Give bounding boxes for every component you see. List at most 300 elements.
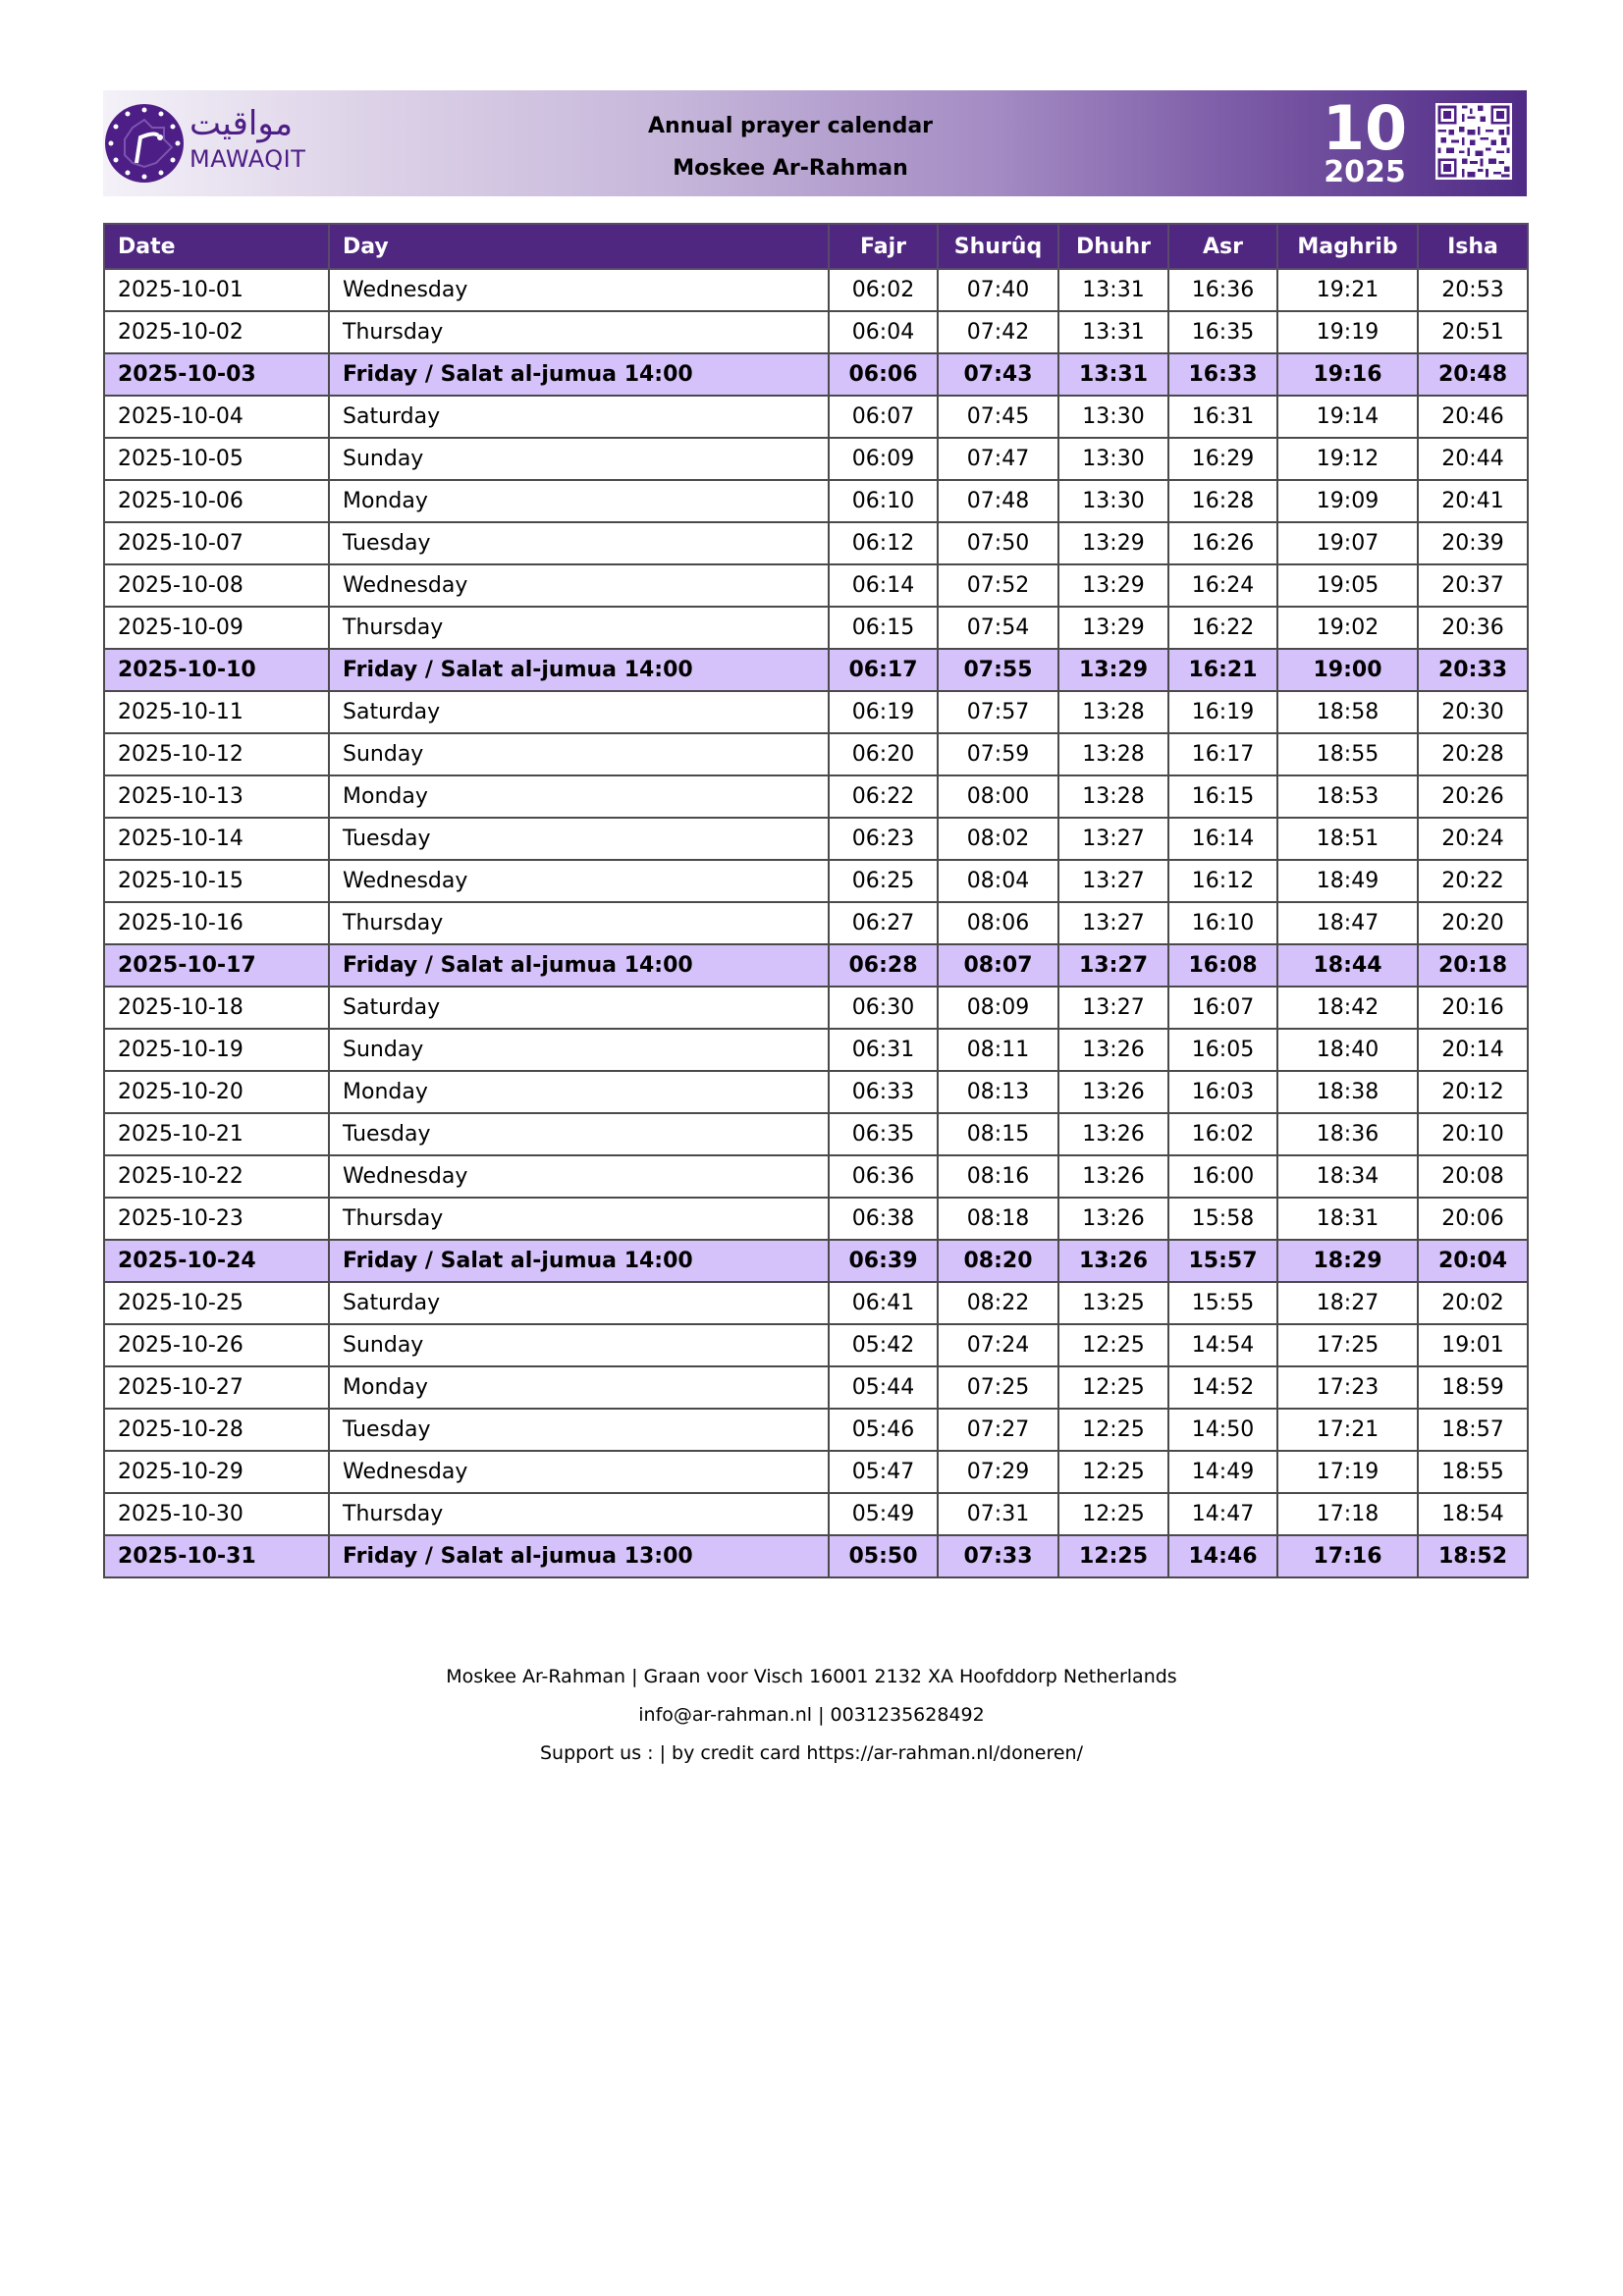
cell-asr: 16:36	[1168, 269, 1277, 311]
cell-date: 2025-10-31	[104, 1535, 329, 1577]
cell-shuruq: 08:11	[938, 1029, 1058, 1071]
cell-maghrib: 18:51	[1277, 818, 1418, 860]
month-number: 10	[1322, 92, 1408, 164]
cell-isha: 20:08	[1418, 1155, 1528, 1198]
cell-day: Monday	[329, 480, 829, 522]
column-header-fajr: Fajr	[829, 224, 938, 269]
cell-day: Friday / Salat al-jumua 14:00	[329, 944, 829, 987]
cell-dhuhr: 12:25	[1058, 1324, 1168, 1366]
cell-shuruq: 07:59	[938, 733, 1058, 775]
table-row	[104, 269, 1528, 311]
cell-maghrib: 19:21	[1277, 269, 1418, 311]
cell-date: 2025-10-05	[104, 438, 329, 480]
cell-fajr: 06:02	[829, 269, 938, 311]
cell-dhuhr: 12:25	[1058, 1451, 1168, 1493]
cell-date: 2025-10-24	[104, 1240, 329, 1282]
cell-date: 2025-10-07	[104, 522, 329, 564]
cell-maghrib: 19:05	[1277, 564, 1418, 607]
table-row-friday	[104, 944, 1528, 987]
cell-isha: 20:53	[1418, 269, 1528, 311]
cell-dhuhr: 13:30	[1058, 438, 1168, 480]
cell-day: Friday / Salat al-jumua 13:00	[329, 1535, 829, 1577]
cell-day: Wednesday	[329, 564, 829, 607]
cell-fajr: 05:49	[829, 1493, 938, 1535]
cell-dhuhr: 13:28	[1058, 733, 1168, 775]
cell-fajr: 05:42	[829, 1324, 938, 1366]
cell-dhuhr: 13:26	[1058, 1198, 1168, 1240]
cell-maghrib: 18:40	[1277, 1029, 1418, 1071]
cell-asr: 16:22	[1168, 607, 1277, 649]
cell-day: Saturday	[329, 691, 829, 733]
cell-isha: 18:57	[1418, 1409, 1528, 1451]
cell-shuruq: 08:22	[938, 1282, 1058, 1324]
cell-maghrib: 19:02	[1277, 607, 1418, 649]
cell-isha: 18:54	[1418, 1493, 1528, 1535]
logo-arabic-text: مواقيت	[189, 104, 294, 143]
cell-day: Wednesday	[329, 1451, 829, 1493]
cell-asr: 14:52	[1168, 1366, 1277, 1409]
table-row	[104, 691, 1528, 733]
cell-fajr: 06:10	[829, 480, 938, 522]
cell-asr: 16:07	[1168, 987, 1277, 1029]
cell-fajr: 06:07	[829, 396, 938, 438]
cell-asr: 14:46	[1168, 1535, 1277, 1577]
cell-maghrib: 17:19	[1277, 1451, 1418, 1493]
cell-day: Tuesday	[329, 522, 829, 564]
cell-date: 2025-10-10	[104, 649, 329, 691]
cell-fajr: 06:15	[829, 607, 938, 649]
cell-isha: 18:55	[1418, 1451, 1528, 1493]
cell-shuruq: 07:55	[938, 649, 1058, 691]
column-header-date: Date	[104, 224, 329, 269]
cell-date: 2025-10-02	[104, 311, 329, 353]
cell-day: Tuesday	[329, 818, 829, 860]
cell-day: Saturday	[329, 987, 829, 1029]
cell-day: Wednesday	[329, 269, 829, 311]
cell-dhuhr: 13:27	[1058, 860, 1168, 902]
table-row	[104, 1155, 1528, 1198]
cell-isha: 20:39	[1418, 522, 1528, 564]
cell-day: Sunday	[329, 438, 829, 480]
table-row	[104, 1493, 1528, 1535]
cell-isha: 18:52	[1418, 1535, 1528, 1577]
table-row	[104, 396, 1528, 438]
cell-shuruq: 07:40	[938, 269, 1058, 311]
cell-asr: 14:47	[1168, 1493, 1277, 1535]
column-header-maghrib: Maghrib	[1277, 224, 1418, 269]
cell-isha: 19:01	[1418, 1324, 1528, 1366]
cell-maghrib: 18:38	[1277, 1071, 1418, 1113]
table-row	[104, 1366, 1528, 1409]
cell-day: Friday / Salat al-jumua 14:00	[329, 649, 829, 691]
cell-shuruq: 07:42	[938, 311, 1058, 353]
cell-shuruq: 08:09	[938, 987, 1058, 1029]
cell-isha: 20:16	[1418, 987, 1528, 1029]
cell-dhuhr: 13:28	[1058, 775, 1168, 818]
cell-fajr: 06:36	[829, 1155, 938, 1198]
cell-date: 2025-10-11	[104, 691, 329, 733]
table-row-friday	[104, 649, 1528, 691]
cell-isha: 20:12	[1418, 1071, 1528, 1113]
cell-maghrib: 19:07	[1277, 522, 1418, 564]
footer-address: Moskee Ar-Rahman | Graan voor Visch 16001 2132 XA Hoofddorp Netherlands	[446, 1666, 1177, 1687]
cell-day: Monday	[329, 1366, 829, 1409]
cell-dhuhr: 13:25	[1058, 1282, 1168, 1324]
qr-code-icon	[1435, 103, 1512, 180]
cell-maghrib: 18:49	[1277, 860, 1418, 902]
cell-dhuhr: 13:30	[1058, 396, 1168, 438]
cell-fajr: 05:46	[829, 1409, 938, 1451]
cell-date: 2025-10-14	[104, 818, 329, 860]
table-row	[104, 1282, 1528, 1324]
cell-date: 2025-10-20	[104, 1071, 329, 1113]
cell-date: 2025-10-01	[104, 269, 329, 311]
cell-fajr: 06:38	[829, 1198, 938, 1240]
table-header-row	[104, 224, 1528, 269]
cell-shuruq: 07:27	[938, 1409, 1058, 1451]
cell-day: Monday	[329, 1071, 829, 1113]
cell-day: Sunday	[329, 1029, 829, 1071]
cell-asr: 14:50	[1168, 1409, 1277, 1451]
cell-day: Friday / Salat al-jumua 14:00	[329, 353, 829, 396]
cell-day: Tuesday	[329, 1113, 829, 1155]
cell-fajr: 06:25	[829, 860, 938, 902]
cell-isha: 20:22	[1418, 860, 1528, 902]
cell-maghrib: 18:34	[1277, 1155, 1418, 1198]
cell-dhuhr: 13:27	[1058, 902, 1168, 944]
cell-date: 2025-10-09	[104, 607, 329, 649]
cell-day: Thursday	[329, 1198, 829, 1240]
cell-fajr: 05:47	[829, 1451, 938, 1493]
cell-shuruq: 07:47	[938, 438, 1058, 480]
cell-day: Friday / Salat al-jumua 14:00	[329, 1240, 829, 1282]
cell-isha: 20:18	[1418, 944, 1528, 987]
prayer-times-table	[103, 223, 1529, 1578]
cell-day: Wednesday	[329, 1155, 829, 1198]
cell-date: 2025-10-04	[104, 396, 329, 438]
cell-asr: 16:05	[1168, 1029, 1277, 1071]
cell-isha: 20:26	[1418, 775, 1528, 818]
cell-dhuhr: 12:25	[1058, 1535, 1168, 1577]
cell-isha: 20:02	[1418, 1282, 1528, 1324]
table-body	[104, 269, 1528, 1577]
calendar-header	[103, 90, 1527, 196]
cell-isha: 18:59	[1418, 1366, 1528, 1409]
cell-dhuhr: 12:25	[1058, 1493, 1168, 1535]
cell-day: Saturday	[329, 1282, 829, 1324]
cell-maghrib: 17:25	[1277, 1324, 1418, 1366]
cell-asr: 16:21	[1168, 649, 1277, 691]
cell-shuruq: 08:16	[938, 1155, 1058, 1198]
cell-maghrib: 18:42	[1277, 987, 1418, 1029]
cell-dhuhr: 13:31	[1058, 353, 1168, 396]
cell-shuruq: 07:29	[938, 1451, 1058, 1493]
cell-shuruq: 07:43	[938, 353, 1058, 396]
cell-asr: 16:19	[1168, 691, 1277, 733]
cell-asr: 16:14	[1168, 818, 1277, 860]
cell-shuruq: 08:04	[938, 860, 1058, 902]
cell-date: 2025-10-12	[104, 733, 329, 775]
cell-maghrib: 19:12	[1277, 438, 1418, 480]
cell-shuruq: 08:18	[938, 1198, 1058, 1240]
cell-asr: 16:02	[1168, 1113, 1277, 1155]
cell-isha: 20:06	[1418, 1198, 1528, 1240]
cell-date: 2025-10-30	[104, 1493, 329, 1535]
cell-shuruq: 08:02	[938, 818, 1058, 860]
cell-maghrib: 18:58	[1277, 691, 1418, 733]
cell-shuruq: 07:25	[938, 1366, 1058, 1409]
cell-isha: 20:44	[1418, 438, 1528, 480]
cell-isha: 20:41	[1418, 480, 1528, 522]
cell-dhuhr: 13:31	[1058, 311, 1168, 353]
table-row-friday	[104, 353, 1528, 396]
year-number: 2025	[1324, 155, 1406, 189]
cell-asr: 16:33	[1168, 353, 1277, 396]
cell-shuruq: 07:31	[938, 1493, 1058, 1535]
cell-dhuhr: 12:25	[1058, 1409, 1168, 1451]
cell-isha: 20:51	[1418, 311, 1528, 353]
cell-isha: 20:20	[1418, 902, 1528, 944]
cell-dhuhr: 13:31	[1058, 269, 1168, 311]
cell-day: Monday	[329, 775, 829, 818]
table-row	[104, 1324, 1528, 1366]
cell-fajr: 06:22	[829, 775, 938, 818]
cell-shuruq: 07:57	[938, 691, 1058, 733]
cell-asr: 16:08	[1168, 944, 1277, 987]
table-row	[104, 902, 1528, 944]
cell-asr: 16:29	[1168, 438, 1277, 480]
cell-date: 2025-10-28	[104, 1409, 329, 1451]
table-row	[104, 775, 1528, 818]
cell-fajr: 06:23	[829, 818, 938, 860]
cell-date: 2025-10-03	[104, 353, 329, 396]
cell-dhuhr: 13:26	[1058, 1071, 1168, 1113]
cell-dhuhr: 13:29	[1058, 522, 1168, 564]
cell-dhuhr: 13:30	[1058, 480, 1168, 522]
cell-asr: 15:57	[1168, 1240, 1277, 1282]
cell-day: Saturday	[329, 396, 829, 438]
cell-date: 2025-10-16	[104, 902, 329, 944]
table-row	[104, 733, 1528, 775]
cell-dhuhr: 12:25	[1058, 1366, 1168, 1409]
cell-maghrib: 17:21	[1277, 1409, 1418, 1451]
cell-maghrib: 19:14	[1277, 396, 1418, 438]
table-row	[104, 564, 1528, 607]
cell-dhuhr: 13:29	[1058, 564, 1168, 607]
cell-asr: 15:55	[1168, 1282, 1277, 1324]
cell-shuruq: 08:20	[938, 1240, 1058, 1282]
cell-dhuhr: 13:29	[1058, 607, 1168, 649]
cell-fajr: 06:19	[829, 691, 938, 733]
cell-fajr: 06:27	[829, 902, 938, 944]
cell-asr: 16:10	[1168, 902, 1277, 944]
cell-maghrib: 18:27	[1277, 1282, 1418, 1324]
cell-date: 2025-10-29	[104, 1451, 329, 1493]
cell-isha: 20:33	[1418, 649, 1528, 691]
cell-asr: 16:12	[1168, 860, 1277, 902]
table-row	[104, 1451, 1528, 1493]
logo-latin-text: MAWAQIT	[189, 145, 306, 173]
cell-date: 2025-10-23	[104, 1198, 329, 1240]
cell-isha: 20:14	[1418, 1029, 1528, 1071]
cell-isha: 20:28	[1418, 733, 1528, 775]
column-header-day: Day	[329, 224, 829, 269]
cell-date: 2025-10-26	[104, 1324, 329, 1366]
cell-shuruq: 08:06	[938, 902, 1058, 944]
cell-maghrib: 18:47	[1277, 902, 1418, 944]
cell-shuruq: 08:00	[938, 775, 1058, 818]
cell-shuruq: 08:13	[938, 1071, 1058, 1113]
mosque-name: Moskee Ar-Rahman	[673, 156, 908, 181]
cell-day: Thursday	[329, 902, 829, 944]
column-header-shuruq: Shurûq	[938, 224, 1058, 269]
table-row	[104, 607, 1528, 649]
cell-asr: 16:28	[1168, 480, 1277, 522]
cell-date: 2025-10-21	[104, 1113, 329, 1155]
cell-dhuhr: 13:27	[1058, 818, 1168, 860]
cell-maghrib: 18:36	[1277, 1113, 1418, 1155]
cell-fajr: 06:33	[829, 1071, 938, 1113]
table-row	[104, 1071, 1528, 1113]
cell-fajr: 06:30	[829, 987, 938, 1029]
cell-fajr: 06:28	[829, 944, 938, 987]
cell-day: Tuesday	[329, 1409, 829, 1451]
cell-asr: 16:26	[1168, 522, 1277, 564]
cell-asr: 16:24	[1168, 564, 1277, 607]
footer-contact: info@ar-rahman.nl | 0031235628492	[638, 1704, 985, 1726]
cell-isha: 20:30	[1418, 691, 1528, 733]
cell-isha: 20:36	[1418, 607, 1528, 649]
table-row	[104, 1113, 1528, 1155]
table-row	[104, 987, 1528, 1029]
cell-date: 2025-10-18	[104, 987, 329, 1029]
cell-isha: 20:04	[1418, 1240, 1528, 1282]
cell-date: 2025-10-22	[104, 1155, 329, 1198]
cell-maghrib: 19:16	[1277, 353, 1418, 396]
cell-shuruq: 07:48	[938, 480, 1058, 522]
table-row	[104, 1198, 1528, 1240]
cell-dhuhr: 13:28	[1058, 691, 1168, 733]
cell-day: Thursday	[329, 607, 829, 649]
cell-isha: 20:10	[1418, 1113, 1528, 1155]
column-header-dhuhr: Dhuhr	[1058, 224, 1168, 269]
cell-asr: 16:00	[1168, 1155, 1277, 1198]
table-row	[104, 1409, 1528, 1451]
cell-day: Sunday	[329, 1324, 829, 1366]
cell-asr: 14:49	[1168, 1451, 1277, 1493]
cell-shuruq: 08:07	[938, 944, 1058, 987]
cell-fajr: 06:17	[829, 649, 938, 691]
column-header-asr: Asr	[1168, 224, 1277, 269]
cell-asr: 16:15	[1168, 775, 1277, 818]
cell-fajr: 05:50	[829, 1535, 938, 1577]
cell-fajr: 05:44	[829, 1366, 938, 1409]
cell-date: 2025-10-15	[104, 860, 329, 902]
cell-asr: 14:54	[1168, 1324, 1277, 1366]
cell-fajr: 06:31	[829, 1029, 938, 1071]
cell-maghrib: 18:44	[1277, 944, 1418, 987]
cell-dhuhr: 13:29	[1058, 649, 1168, 691]
cell-maghrib: 19:19	[1277, 311, 1418, 353]
cell-dhuhr: 13:26	[1058, 1240, 1168, 1282]
cell-shuruq: 07:24	[938, 1324, 1058, 1366]
cell-isha: 20:24	[1418, 818, 1528, 860]
cell-asr: 16:03	[1168, 1071, 1277, 1113]
cell-isha: 20:37	[1418, 564, 1528, 607]
cell-isha: 20:46	[1418, 396, 1528, 438]
cell-fajr: 06:04	[829, 311, 938, 353]
cell-asr: 16:17	[1168, 733, 1277, 775]
table-row-friday	[104, 1535, 1528, 1577]
cell-date: 2025-10-19	[104, 1029, 329, 1071]
cell-shuruq: 07:50	[938, 522, 1058, 564]
cell-shuruq: 07:45	[938, 396, 1058, 438]
cell-dhuhr: 13:26	[1058, 1155, 1168, 1198]
cell-fajr: 06:09	[829, 438, 938, 480]
table-row-friday	[104, 1240, 1528, 1282]
cell-date: 2025-10-25	[104, 1282, 329, 1324]
cell-date: 2025-10-13	[104, 775, 329, 818]
cell-dhuhr: 13:27	[1058, 944, 1168, 987]
cell-isha: 20:48	[1418, 353, 1528, 396]
cell-day: Thursday	[329, 311, 829, 353]
cell-shuruq: 08:15	[938, 1113, 1058, 1155]
cell-shuruq: 07:54	[938, 607, 1058, 649]
cell-fajr: 06:35	[829, 1113, 938, 1155]
table-row	[104, 818, 1528, 860]
cell-fajr: 06:14	[829, 564, 938, 607]
cell-maghrib: 18:29	[1277, 1240, 1418, 1282]
cell-date: 2025-10-17	[104, 944, 329, 987]
cell-maghrib: 19:09	[1277, 480, 1418, 522]
cell-maghrib: 18:55	[1277, 733, 1418, 775]
cell-maghrib: 17:23	[1277, 1366, 1418, 1409]
column-header-isha: Isha	[1418, 224, 1528, 269]
cell-day: Thursday	[329, 1493, 829, 1535]
cell-dhuhr: 13:26	[1058, 1113, 1168, 1155]
calendar-title: Annual prayer calendar	[647, 114, 934, 138]
cell-dhuhr: 13:27	[1058, 987, 1168, 1029]
cell-shuruq: 07:33	[938, 1535, 1058, 1577]
cell-fajr: 06:06	[829, 353, 938, 396]
cell-maghrib: 18:53	[1277, 775, 1418, 818]
cell-date: 2025-10-08	[104, 564, 329, 607]
cell-asr: 16:31	[1168, 396, 1277, 438]
cell-fajr: 06:39	[829, 1240, 938, 1282]
cell-maghrib: 17:18	[1277, 1493, 1418, 1535]
cell-shuruq: 07:52	[938, 564, 1058, 607]
cell-day: Wednesday	[329, 860, 829, 902]
table-row	[104, 1029, 1528, 1071]
cell-maghrib: 18:31	[1277, 1198, 1418, 1240]
cell-asr: 16:35	[1168, 311, 1277, 353]
table-row	[104, 522, 1528, 564]
cell-fajr: 06:20	[829, 733, 938, 775]
cell-date: 2025-10-06	[104, 480, 329, 522]
footer-support: Support us : | by credit card https://ar-rahman.nl/doneren/	[540, 1742, 1083, 1764]
cell-maghrib: 19:00	[1277, 649, 1418, 691]
cell-dhuhr: 13:26	[1058, 1029, 1168, 1071]
table-row	[104, 438, 1528, 480]
cell-asr: 15:58	[1168, 1198, 1277, 1240]
cell-fajr: 06:12	[829, 522, 938, 564]
table-row	[104, 860, 1528, 902]
cell-maghrib: 17:16	[1277, 1535, 1418, 1577]
table-row	[104, 311, 1528, 353]
table-row	[104, 480, 1528, 522]
cell-day: Sunday	[329, 733, 829, 775]
cell-fajr: 06:41	[829, 1282, 938, 1324]
